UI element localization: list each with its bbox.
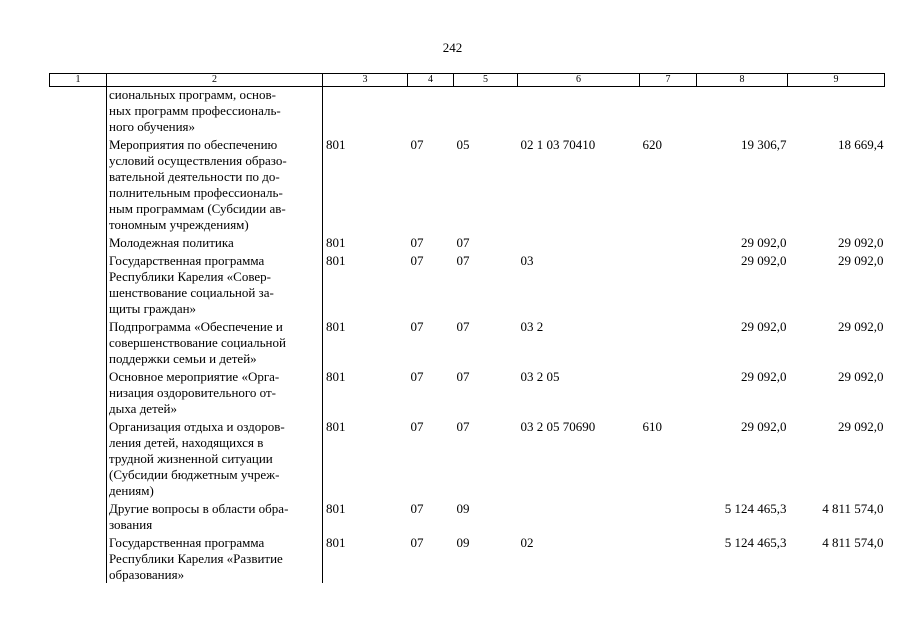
item-name-line: Организация отдыха и оздоров- [109,419,285,434]
target-article-code-cell [518,87,640,136]
column-header-8: 8 [697,74,788,87]
item-name-line: Основное мероприятие «Орга- [109,369,280,384]
item-name-line: Государственная программа [109,535,265,550]
table-row [50,317,885,367]
item-name-line: (Субсидии бюджетным учреж- [109,467,280,482]
expense-type-code-cell [640,233,697,251]
item-name-line: Молодежная политика [109,235,234,250]
target-article-code-cell [518,499,640,533]
amount-year-1-cell: 29 092,0 [741,419,787,434]
row-number-cell [50,87,107,136]
subsection-code-cell: 07 [456,253,470,268]
item-name-line: дыха детей» [109,401,177,416]
amount-year-1-cell: 29 092,0 [741,235,787,250]
column-header-1: 1 [50,74,107,87]
admin-code-cell: 801 [326,137,346,152]
item-name-line: поддержки семьи и детей» [109,351,257,366]
admin-code-cell [323,87,408,136]
admin-code-cell: 801 [326,419,346,434]
expense-type-code-cell: 620 [642,137,662,152]
subsection-code-cell: 09 [456,501,470,516]
admin-code-cell: 801 [326,369,346,384]
amount-year-2-cell: 29 092,0 [838,253,884,268]
item-name-cell [107,233,323,251]
item-name-cell [107,367,323,417]
amount-year-2-cell: 29 092,0 [838,319,884,334]
item-name-line: ных программ профессиональ- [109,103,281,118]
row-number-cell [50,233,107,251]
amount-year-1-cell: 29 092,0 [741,253,787,268]
amount-year-2-cell: 4 811 574,0 [822,501,884,516]
item-name-line: трудной жизненной ситуации [109,451,273,466]
target-article-code-cell: 02 [520,535,534,550]
item-name-line: шенствование социальной за- [109,285,274,300]
expense-type-code-cell [640,533,697,583]
admin-code-cell: 801 [326,535,346,550]
target-article-code-cell: 03 2 [520,319,544,334]
subsection-code-cell: 07 [456,419,470,434]
amount-year-2-cell: 18 669,4 [838,137,884,152]
item-name-cell [107,87,323,136]
expense-type-code-cell [640,87,697,136]
amount-year-1-cell: 5 124 465,3 [724,535,787,550]
item-name-cell [107,499,323,533]
column-header-9: 9 [788,74,885,87]
row-number-cell [50,533,107,583]
item-name-cell [107,251,323,317]
row-number-cell [50,499,107,533]
expense-type-code-cell [640,367,697,417]
section-code-cell: 07 [410,319,424,334]
item-name-line: вательной деятельности по до- [109,169,280,184]
expense-type-code-cell [640,251,697,317]
table-row [50,233,885,251]
item-name-line: Республики Карелия «Совер- [109,269,272,284]
amount-year-2-cell: 4 811 574,0 [822,535,884,550]
section-code-cell: 07 [410,419,424,434]
item-name-line: Подпрограмма «Обеспечение и [109,319,283,334]
item-name-line: Мероприятия по обеспечению [109,137,278,152]
row-number-cell [50,317,107,367]
item-name-line: совершенствование социальной [109,335,286,350]
column-number-header-row [50,74,885,87]
section-code-cell: 07 [410,235,424,250]
amount-year-1-cell: 5 124 465,3 [724,501,787,516]
table-row [50,533,885,583]
expense-type-code-cell [640,317,697,367]
target-article-code-cell: 03 2 05 70690 [520,419,596,434]
target-article-code-cell [518,233,640,251]
column-header-5: 5 [454,74,518,87]
subsection-code-cell: 07 [456,235,470,250]
subsection-code-cell: 05 [456,137,470,152]
subsection-code-cell: 07 [456,369,470,384]
item-name-line: образования» [109,567,185,582]
item-name-line: ления детей, находящихся в [109,435,264,450]
item-name-line: щиты граждан» [109,301,197,316]
amount-year-2-cell [788,87,885,136]
table-row [50,367,885,417]
expense-type-code-cell [640,499,697,533]
column-header-2: 2 [107,74,323,87]
item-name-line: Другие вопросы в области обра- [109,501,289,516]
column-header-4: 4 [408,74,454,87]
budget-table [49,73,885,583]
amount-year-1-cell [697,87,788,136]
row-number-cell [50,367,107,417]
subsection-code-cell: 07 [456,319,470,334]
amount-year-2-cell: 29 092,0 [838,419,884,434]
row-number-cell [50,135,107,233]
admin-code-cell: 801 [326,253,346,268]
item-name-cell [107,533,323,583]
item-name-line: зования [109,517,153,532]
column-header-3: 3 [323,74,408,87]
table-row [50,135,885,233]
row-number-cell [50,417,107,499]
item-name-line: низация оздоровительного от- [109,385,276,400]
admin-code-cell: 801 [326,235,346,250]
item-name-line: тономным учреждениям) [109,217,249,232]
amount-year-2-cell: 29 092,0 [838,235,884,250]
subsection-code-cell [454,87,518,136]
column-header-6: 6 [518,74,640,87]
section-code-cell: 07 [410,369,424,384]
item-name-cell [107,417,323,499]
section-code-cell: 07 [410,501,424,516]
item-name-line: дениям) [109,483,154,498]
page-number: 242 [442,40,463,55]
amount-year-1-cell: 19 306,7 [741,137,787,152]
table-row [50,499,885,533]
item-name-line: Республики Карелия «Развитие [109,551,283,566]
table-row [50,87,885,136]
subsection-code-cell: 09 [456,535,470,550]
item-name-line: ным программам (Субсидии ав- [109,201,286,216]
section-code-cell [408,87,454,136]
target-article-code-cell: 03 [520,253,534,268]
item-name-cell [107,317,323,367]
item-name-line: Государственная программа [109,253,265,268]
section-code-cell: 07 [410,535,424,550]
admin-code-cell: 801 [326,501,346,516]
section-code-cell: 07 [410,137,424,152]
row-number-cell [50,251,107,317]
amount-year-1-cell: 29 092,0 [741,319,787,334]
expense-type-code-cell: 610 [642,419,662,434]
target-article-code-cell: 02 1 03 70410 [520,137,596,152]
item-name-line: сиональных программ, основ- [109,87,276,102]
table-row [50,417,885,499]
column-header-7: 7 [640,74,697,87]
amount-year-1-cell: 29 092,0 [741,369,787,384]
item-name-line: полнительным профессиональ- [109,185,283,200]
item-name-cell [107,135,323,233]
table-body [50,87,885,584]
item-name-line: ного обучения» [109,119,196,134]
admin-code-cell: 801 [326,319,346,334]
target-article-code-cell: 03 2 05 [520,369,560,384]
amount-year-2-cell: 29 092,0 [838,369,884,384]
item-name-line: условий осуществления образо- [109,153,287,168]
section-code-cell: 07 [410,253,424,268]
table-row [50,251,885,317]
